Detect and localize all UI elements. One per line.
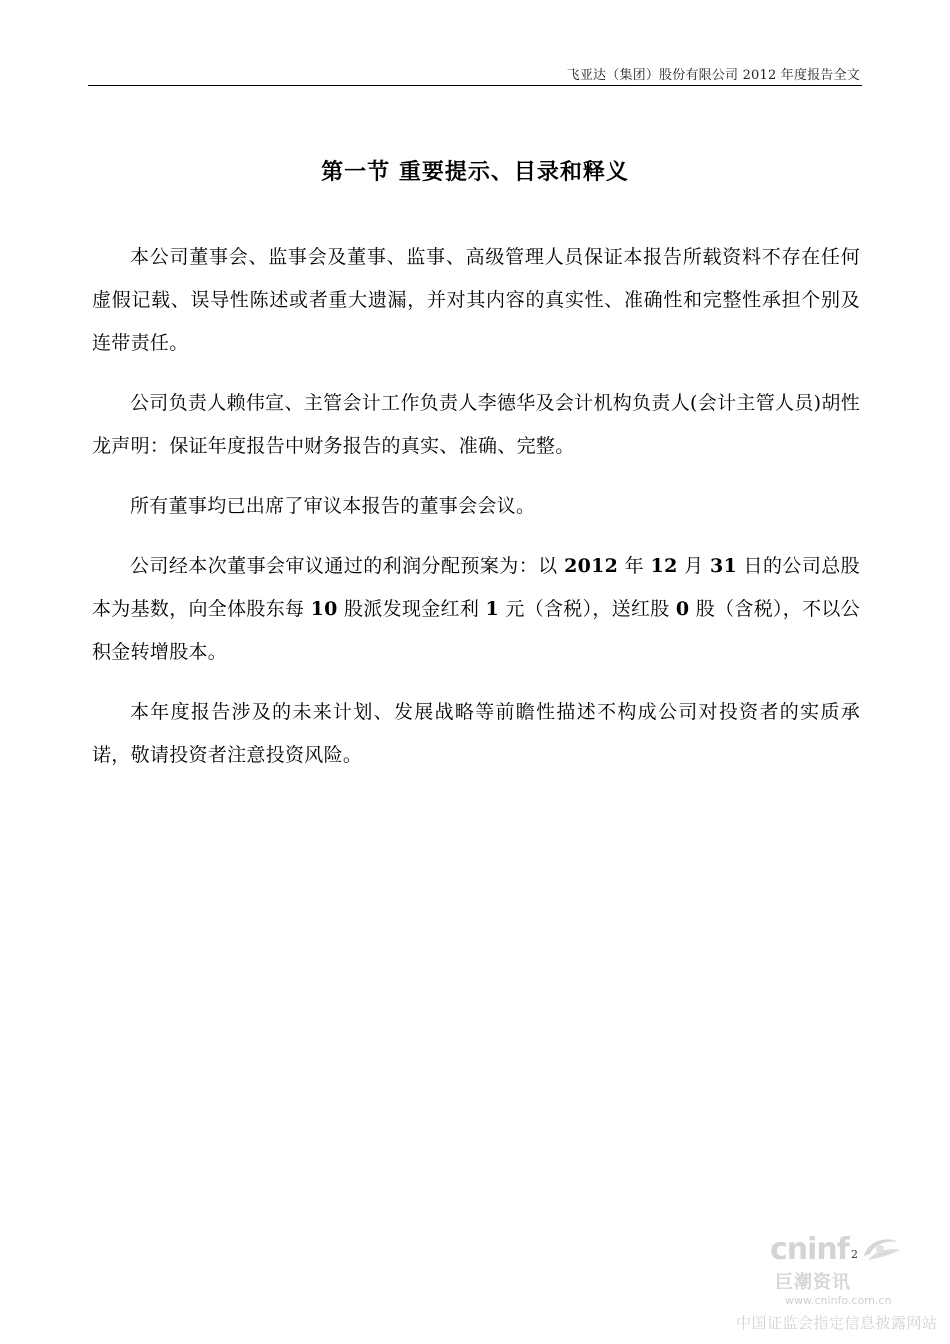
section-title: 第一节 重要提示、目录和释义 xyxy=(321,159,629,185)
watermark-logo-cn: 巨潮资讯 xyxy=(775,1272,851,1293)
header-divider xyxy=(88,85,862,86)
text-segment: 股（含税），不以公积金转增股本。 xyxy=(92,598,861,663)
watermark-footer: 中国证监会指定信息披露网站 xyxy=(736,1314,938,1332)
year-value: 2012 xyxy=(564,555,619,577)
cninfo-swirl-icon xyxy=(858,1232,902,1266)
text-segment: 年 xyxy=(618,555,651,577)
paragraph-board-guarantee: 本公司董事会、监事会及董事、监事、高级管理人员保证本报告所载资料不存在任何虚假记载、误导性陈述或者重大遗漏，并对其内容的真实性、准确性和完整性承担个别及连带责任。 xyxy=(92,246,860,354)
page-number: 2 xyxy=(851,1248,858,1261)
cash-dividend-value: 1 xyxy=(485,598,500,620)
per-shares-value: 10 xyxy=(310,598,338,620)
text-segment: 日的公司总股本为基数，向全体股东每 xyxy=(92,555,860,620)
paragraph-responsible-persons: 公司负责人赖伟宣、主管会计工作负责人李德华及会计机构负责人(会计主管人员)胡性龙声明：保证年度报告中财务报告的真实、准确、完整。 xyxy=(92,392,860,457)
paragraph-forward-looking: 本年度报告涉及的未来计划、发展战略等前瞻性描述不构成公司对投资者的实质承诺，敬请投资者注意投资风险。 xyxy=(92,701,860,766)
bonus-shares-value: 0 xyxy=(675,598,690,620)
watermark-url: www.cninfo.com.cn xyxy=(785,1294,892,1307)
paragraph-profit-distribution xyxy=(92,545,860,674)
text-segment: 股派发现金红利 xyxy=(337,598,486,620)
watermark-logo-text: cninf xyxy=(770,1232,849,1267)
text-segment: 月 xyxy=(677,555,710,577)
document-body xyxy=(92,236,860,794)
month-value: 12 xyxy=(650,555,678,577)
day-value: 31 xyxy=(709,555,738,577)
running-header: 飞亚达（集团）股份有限公司 2012 年度报告全文 xyxy=(566,68,860,83)
text-segment: 公司经本次董事会审议通过的利润分配预案为：以 xyxy=(130,555,565,577)
text-segment: 元（含税），送红股 xyxy=(499,598,676,620)
paragraph-attendance: 所有董事均已出席了审议本报告的董事会会议。 xyxy=(130,495,536,517)
